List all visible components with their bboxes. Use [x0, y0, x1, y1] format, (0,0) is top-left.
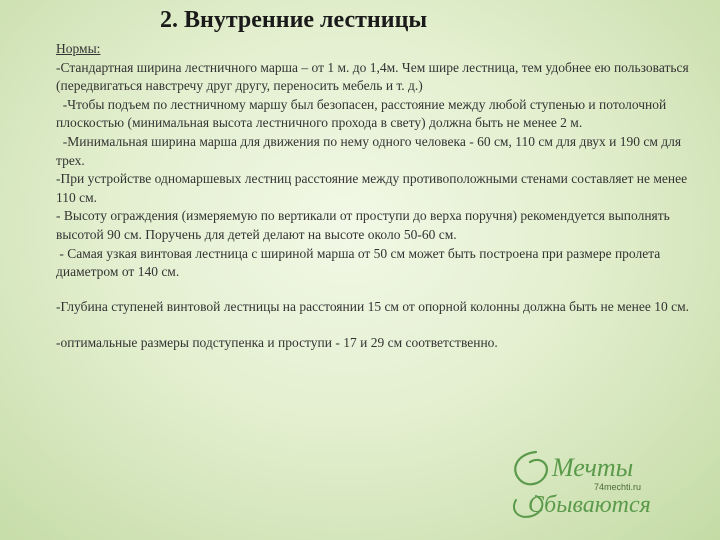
norm-single-flight: -При устройстве одномаршевых лестниц расстояние между противоположными стенами составляет не менее 110 см. [56, 171, 688, 205]
norm-spiral-stair: - Самая узкая винтовая лестница с шириной марша от 50 см может быть построена при размере пролета диаметром от 140 см. [56, 245, 664, 280]
norm-optimal-sizes: -оптимальные размеры подступенка и проступи - 17 и 29 см соответственно. [56, 335, 498, 351]
norm-railing-height: - Высоту ограждения (измеряемую по вертикали от проступи до верха поручня) рекомендуется выполнять высотой 90 см. Поручень для детей делают на высоте около 50-60 см. [56, 208, 670, 242]
logo-word-2: Сбываются [528, 492, 651, 518]
document-body [56, 40, 706, 353]
norms-label: Нормы: [56, 41, 101, 56]
norm-standard-width: -Стандартная ширина лестничного марша – от 1 м. до 1,4м. Чем шире лестница, тем удобнее ею пользоваться (передвигаться навстречу друг другу, переносить мебель и т. д.) [56, 59, 689, 94]
page-title: 2. Внутренние лестницы [160, 7, 428, 33]
logo-swirl [515, 452, 547, 484]
norm-spiral-depth: -Глубина ступеней винтовой лестницы на расстоянии 15 см от опорной колонны должна быть не менее 10 см. [56, 298, 690, 314]
logo-site: 74mechti.ru [594, 482, 642, 492]
logo-word-1: Мечты [552, 453, 634, 482]
norm-headroom: -Чтобы подъем по лестничному маршу был безопасен, расстояние между любой ступенью и потолочной плоскостью (минимальная высота лестничного прохода в свету) должна быть не менее 2 м. [56, 96, 670, 131]
norm-min-width: -Минимальная ширина марша для движения по нему одного человека - 60 см, 110 см для двух и 190 см для трех. [56, 133, 685, 168]
logo-mechty-sbyvayutsya [506, 440, 682, 522]
